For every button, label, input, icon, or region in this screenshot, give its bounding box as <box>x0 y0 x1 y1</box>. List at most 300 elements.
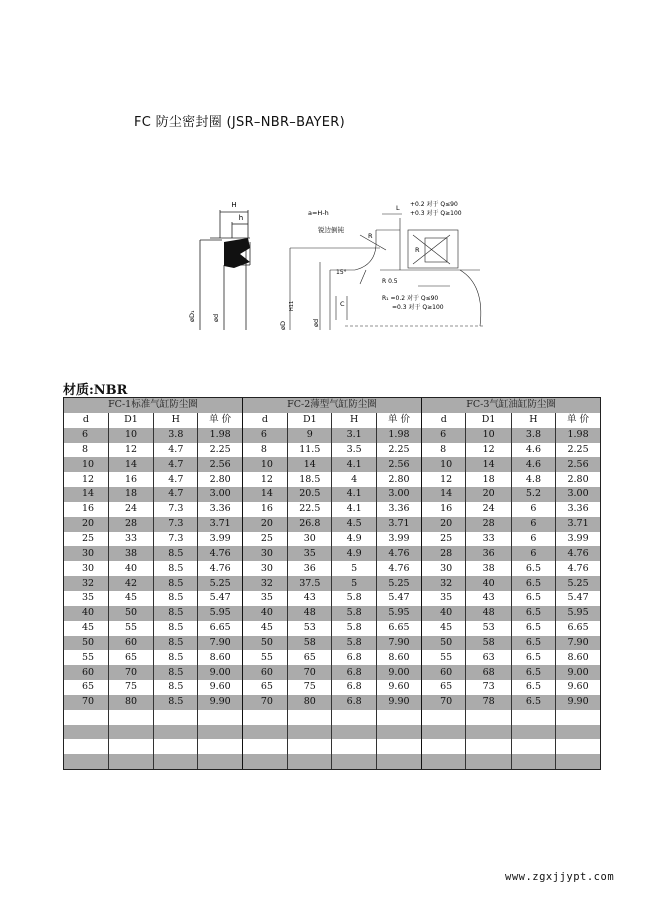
table-cell: 55 <box>422 650 466 665</box>
table-cell <box>511 710 555 725</box>
table-cell: 28 <box>466 517 511 532</box>
table-cell: 2.56 <box>198 457 242 472</box>
table-cell: 6.5 <box>511 606 555 621</box>
table-row <box>64 636 600 651</box>
group-header: FC-3气缸油缸防尘圈 <box>422 398 600 413</box>
table-cell: 8.60 <box>376 650 421 665</box>
table-cell: 6.65 <box>376 621 421 636</box>
table-cell <box>422 725 466 740</box>
dim-R: R <box>368 232 373 240</box>
table-cell: 65 <box>288 650 332 665</box>
table-row <box>64 680 600 695</box>
r1-line-2: =0.3 对于 Q≥100 <box>392 304 444 311</box>
table-cell <box>198 769 242 770</box>
table-cell: 5.47 <box>556 591 600 606</box>
dim-phiD-H11: øD <box>279 321 287 330</box>
table-cell: 35 <box>64 591 108 606</box>
table-cell: 16 <box>422 502 466 517</box>
table-cell: 16 <box>64 502 108 517</box>
table-cell: 5.8 <box>332 591 376 606</box>
table-cell: 6 <box>64 428 108 443</box>
table-cell: 48 <box>466 606 511 621</box>
table-cell: 6 <box>242 428 287 443</box>
table-cell: 8.5 <box>154 561 198 576</box>
table-cell: 20.5 <box>288 487 332 502</box>
table-cell: 1.98 <box>556 428 600 443</box>
table-cell: 6 <box>511 546 555 561</box>
table-cell: 18 <box>108 487 153 502</box>
table-cell <box>198 739 242 754</box>
table-cell: 9.00 <box>556 665 600 680</box>
table-cell: 7.90 <box>556 636 600 651</box>
table-cell: 9.90 <box>198 695 242 710</box>
table-cell: 12 <box>64 472 108 487</box>
table-cell: 10 <box>422 457 466 472</box>
table-cell <box>288 725 332 740</box>
table-cell <box>332 710 376 725</box>
dim-C: C <box>340 300 345 308</box>
table-cell: 7.90 <box>376 636 421 651</box>
table-cell: 45 <box>64 621 108 636</box>
dim-h: h <box>238 214 244 222</box>
table-cell: 4.9 <box>332 532 376 547</box>
table-row <box>64 443 600 458</box>
table-cell <box>64 725 108 740</box>
table-row <box>64 695 600 710</box>
table-cell: 5 <box>332 561 376 576</box>
table-cell: 58 <box>466 636 511 651</box>
table-row <box>64 472 600 487</box>
table-cell <box>154 739 198 754</box>
table-cell <box>556 739 600 754</box>
material-label: 材质:NBR <box>63 383 128 398</box>
table-cell: 5.8 <box>332 636 376 651</box>
table-cell: 30 <box>64 561 108 576</box>
table-row <box>64 532 600 547</box>
table-row-empty <box>64 710 600 725</box>
table-cell <box>242 754 287 769</box>
table-cell: 6.65 <box>198 621 242 636</box>
table-cell: 36 <box>466 546 511 561</box>
table-cell: 30 <box>242 546 287 561</box>
column-header: H <box>154 413 198 428</box>
table-cell: 33 <box>466 532 511 547</box>
table-row-empty <box>64 769 600 770</box>
dim-phid-2: ød <box>312 318 320 327</box>
table-cell: 2.80 <box>198 472 242 487</box>
table-cell: 5.47 <box>376 591 421 606</box>
table-cell: 2.56 <box>376 457 421 472</box>
footer-url: www.zgxjjypt.com <box>505 871 615 883</box>
table-cell: 12 <box>242 472 287 487</box>
table-cell <box>198 710 242 725</box>
table-cell: 3.8 <box>154 428 198 443</box>
table-cell: 8.5 <box>154 621 198 636</box>
table-cell: 45 <box>108 591 153 606</box>
table-cell: 24 <box>466 502 511 517</box>
table-cell: 3.00 <box>376 487 421 502</box>
table-cell <box>556 725 600 740</box>
table-cell: 3.00 <box>198 487 242 502</box>
table-cell: 24 <box>108 502 153 517</box>
table-cell: 8.60 <box>198 650 242 665</box>
table-cell: 12 <box>108 443 153 458</box>
table-cell: 5.2 <box>511 487 555 502</box>
table-cell <box>376 769 421 770</box>
table-cell <box>422 739 466 754</box>
table-cell: 73 <box>466 680 511 695</box>
table-cell: 4 <box>332 472 376 487</box>
table-cell <box>511 769 555 770</box>
table-cell: 20 <box>466 487 511 502</box>
table-cell: 8 <box>422 443 466 458</box>
table-cell: 2.80 <box>376 472 421 487</box>
table-cell: 55 <box>108 621 153 636</box>
table-cell: 8.5 <box>154 650 198 665</box>
table-cell: 36 <box>288 561 332 576</box>
table-cell: 8.5 <box>154 636 198 651</box>
column-header: d <box>64 413 108 428</box>
table-cell <box>466 725 511 740</box>
table-cell: 6.5 <box>511 576 555 591</box>
table-cell: 75 <box>108 680 153 695</box>
table-cell <box>198 754 242 769</box>
table-row-empty <box>64 725 600 740</box>
table-cell: 40 <box>242 606 287 621</box>
table-cell: 3.71 <box>556 517 600 532</box>
table-cell <box>376 739 421 754</box>
table-cell: 10 <box>108 428 153 443</box>
table-cell <box>376 725 421 740</box>
table-row <box>64 665 600 680</box>
table-cell: 9.90 <box>376 695 421 710</box>
table-cell <box>64 710 108 725</box>
page-title: FC 防尘密封圈 (JSR–NBR–BAYER) <box>134 115 345 130</box>
table-cell: 65 <box>64 680 108 695</box>
dim-L: L <box>396 204 400 212</box>
table-cell <box>422 754 466 769</box>
table-cell: 4.7 <box>154 472 198 487</box>
table-row <box>64 487 600 502</box>
table-cell <box>242 725 287 740</box>
table-cell: 9.60 <box>376 680 421 695</box>
table-cell: 25 <box>242 532 287 547</box>
table-cell: 6.8 <box>332 665 376 680</box>
table-cell <box>511 754 555 769</box>
table-cell <box>108 725 153 740</box>
table-cell: 70 <box>108 665 153 680</box>
table-cell: 9.60 <box>556 680 600 695</box>
table-cell: 3.36 <box>556 502 600 517</box>
table-cell: 3.5 <box>332 443 376 458</box>
r1-line-1: R₁ =0.2 对于 Q≤90 <box>382 295 439 302</box>
table-cell: 4.76 <box>556 561 600 576</box>
table-cell: 58 <box>288 636 332 651</box>
table-cell: 1.98 <box>376 428 421 443</box>
table-cell: 32 <box>242 576 287 591</box>
table-cell: 4.8 <box>511 472 555 487</box>
table-cell: 5.25 <box>556 576 600 591</box>
table-cell <box>332 725 376 740</box>
table-cell <box>198 725 242 740</box>
table-cell: 5.8 <box>332 606 376 621</box>
table-cell: 43 <box>466 591 511 606</box>
table-cell <box>466 769 511 770</box>
table-cell: 7.3 <box>154 532 198 547</box>
table-cell: 80 <box>288 695 332 710</box>
table-cell: 8 <box>242 443 287 458</box>
table-cell: 80 <box>108 695 153 710</box>
table-cell: 30 <box>422 561 466 576</box>
table-cell: 8.5 <box>154 665 198 680</box>
column-header: D1 <box>466 413 511 428</box>
dim-phiD1: øD₁ <box>188 310 196 322</box>
table-cell: 25 <box>64 532 108 547</box>
table-row <box>64 591 600 606</box>
table-cell: 14 <box>108 457 153 472</box>
table-cell: 60 <box>108 636 153 651</box>
table-cell: 18.5 <box>288 472 332 487</box>
table-cell: 75 <box>288 680 332 695</box>
table-cell: 9.60 <box>198 680 242 695</box>
table-cell: 6 <box>511 532 555 547</box>
table-cell: 6.5 <box>511 591 555 606</box>
table-cell: 5.25 <box>198 576 242 591</box>
table-cell <box>154 769 198 770</box>
table-cell: 6.65 <box>556 621 600 636</box>
table-cell <box>556 769 600 770</box>
table-row <box>64 517 600 532</box>
table-cell <box>64 769 108 770</box>
table-cell: 3.71 <box>376 517 421 532</box>
table-cell: 3.71 <box>198 517 242 532</box>
table-cell: 32 <box>64 576 108 591</box>
table-cell: 14 <box>242 487 287 502</box>
table-cell: 3.36 <box>376 502 421 517</box>
table-cell: 5.95 <box>376 606 421 621</box>
table-cell: 6.8 <box>332 680 376 695</box>
table-cell <box>64 739 108 754</box>
table-cell: 14 <box>466 457 511 472</box>
column-header: H <box>511 413 555 428</box>
table-cell <box>466 754 511 769</box>
table-cell <box>154 754 198 769</box>
table-cell: 5.8 <box>332 621 376 636</box>
table-cell: 32 <box>422 576 466 591</box>
column-header: D1 <box>108 413 153 428</box>
table-cell: 4.1 <box>332 457 376 472</box>
table-cell: 4.6 <box>511 457 555 472</box>
table-cell: 1.98 <box>198 428 242 443</box>
angle-15: 15° <box>336 269 347 276</box>
table-cell: 28 <box>422 546 466 561</box>
table-cell <box>288 710 332 725</box>
table-cell: 5 <box>332 576 376 591</box>
table-cell <box>376 754 421 769</box>
table-cell <box>288 754 332 769</box>
table-cell: 4.5 <box>332 517 376 532</box>
table-cell <box>332 739 376 754</box>
table-cell: 53 <box>288 621 332 636</box>
table-row-empty <box>64 739 600 754</box>
formula-a: a=H-h <box>308 209 329 217</box>
table-cell: 7.90 <box>198 636 242 651</box>
table-cell: 7.3 <box>154 517 198 532</box>
dim-phid: ød <box>212 313 220 322</box>
table-cell: 6.8 <box>332 695 376 710</box>
table-cell: 12 <box>466 443 511 458</box>
table-cell: 14 <box>288 457 332 472</box>
table-cell: 40 <box>422 606 466 621</box>
table-cell: 4.9 <box>332 546 376 561</box>
table-cell: 40 <box>108 561 153 576</box>
table-cell: 45 <box>242 621 287 636</box>
table-cell: 63 <box>466 650 511 665</box>
table-cell: 2.25 <box>198 443 242 458</box>
table-cell: 65 <box>242 680 287 695</box>
table-cell: 6.5 <box>511 561 555 576</box>
table-cell: 26.8 <box>288 517 332 532</box>
table-cell: 30 <box>242 561 287 576</box>
table-row <box>64 561 600 576</box>
column-header: 单 价 <box>556 413 600 428</box>
table-cell <box>154 710 198 725</box>
table-row <box>64 576 600 591</box>
table-cell: 2.25 <box>556 443 600 458</box>
table-row <box>64 546 600 561</box>
table-cell: 5.25 <box>376 576 421 591</box>
table-cell: 5.95 <box>556 606 600 621</box>
table-cell <box>556 754 600 769</box>
table-row <box>64 606 600 621</box>
table-cell: 14 <box>422 487 466 502</box>
table-cell: 50 <box>422 636 466 651</box>
table-cell: 10 <box>466 428 511 443</box>
table-cell: 8.5 <box>154 606 198 621</box>
column-header: 单 价 <box>376 413 421 428</box>
table-cell: 35 <box>242 591 287 606</box>
table-cell: 45 <box>422 621 466 636</box>
table-cell: 6 <box>422 428 466 443</box>
table-cell <box>242 739 287 754</box>
dim-R2: R <box>415 246 420 254</box>
table-cell: 8.5 <box>154 680 198 695</box>
table-cell: 8.5 <box>154 546 198 561</box>
table-cell: 3.99 <box>556 532 600 547</box>
table-cell <box>108 739 153 754</box>
table-cell: 9.00 <box>198 665 242 680</box>
table-cell <box>64 754 108 769</box>
table-cell: 55 <box>242 650 287 665</box>
group-header: FC-1标准气缸防尘圈 <box>64 398 242 413</box>
table-cell: 3.99 <box>198 532 242 547</box>
table-cell: 8.5 <box>154 591 198 606</box>
table-cell: 6.5 <box>511 680 555 695</box>
dimension-table <box>63 397 601 770</box>
table-cell: 8.60 <box>556 650 600 665</box>
table-cell <box>242 710 287 725</box>
table-cell <box>511 739 555 754</box>
table-cell: 65 <box>108 650 153 665</box>
table-cell: 2.80 <box>556 472 600 487</box>
radius-0-5: R 0.5 <box>382 278 398 285</box>
table-cell: 43 <box>288 591 332 606</box>
table-cell: 33 <box>108 532 153 547</box>
table-row <box>64 621 600 636</box>
table-cell: 9.90 <box>556 695 600 710</box>
table-cell: 4.7 <box>154 487 198 502</box>
table-cell: 3.99 <box>376 532 421 547</box>
table-cell: 4.1 <box>332 502 376 517</box>
table-cell: 3.36 <box>198 502 242 517</box>
table-cell: 2.25 <box>376 443 421 458</box>
table-cell: 35 <box>422 591 466 606</box>
column-header: d <box>422 413 466 428</box>
table-cell: 18 <box>466 472 511 487</box>
table-cell: 8.5 <box>154 576 198 591</box>
table-cell: 4.7 <box>154 457 198 472</box>
table-cell: 22.5 <box>288 502 332 517</box>
table-cell: 6.5 <box>511 621 555 636</box>
table-cell: 4.76 <box>198 561 242 576</box>
table-cell: 4.76 <box>376 561 421 576</box>
table-cell: 55 <box>64 650 108 665</box>
table-cell: 9 <box>288 428 332 443</box>
table-row <box>64 457 600 472</box>
table-row <box>64 428 600 443</box>
table-cell: 20 <box>64 517 108 532</box>
table-cell: 6.5 <box>511 636 555 651</box>
table-cell: 6 <box>511 517 555 532</box>
table-row-empty <box>64 754 600 769</box>
table-cell: 16 <box>108 472 153 487</box>
table-cell <box>288 739 332 754</box>
table-cell: 20 <box>422 517 466 532</box>
table-cell: 10 <box>64 457 108 472</box>
column-header: H <box>332 413 376 428</box>
table-row <box>64 650 600 665</box>
table-row <box>64 502 600 517</box>
table-cell: 6 <box>511 502 555 517</box>
table-cell: 40 <box>64 606 108 621</box>
chamfer-note: 锐边倒钝 <box>318 226 344 234</box>
table-cell: 48 <box>288 606 332 621</box>
table-cell: 14 <box>64 487 108 502</box>
table-cell <box>154 725 198 740</box>
table-cell: 30 <box>64 546 108 561</box>
table-cell: 8.5 <box>154 695 198 710</box>
table-cell: 70 <box>288 665 332 680</box>
table-cell: 7.3 <box>154 502 198 517</box>
table-cell <box>108 710 153 725</box>
table-cell: 11.5 <box>288 443 332 458</box>
seal-cross-section-drawing <box>150 190 500 340</box>
table-cell: 3.00 <box>556 487 600 502</box>
table-cell: 70 <box>242 695 287 710</box>
table-cell: 5.95 <box>198 606 242 621</box>
column-header: D1 <box>288 413 332 428</box>
table-cell: 35 <box>288 546 332 561</box>
table-cell: 4.1 <box>332 487 376 502</box>
group-header: FC-2薄型气缸防尘圈 <box>242 398 421 413</box>
table-cell <box>108 769 153 770</box>
tolerance-1: +0.2 对于 Q≤90 <box>410 201 458 208</box>
table-cell: 4.76 <box>376 546 421 561</box>
table-cell: 60 <box>242 665 287 680</box>
table-cell: 20 <box>242 517 287 532</box>
table-cell: 40 <box>466 576 511 591</box>
column-header: d <box>242 413 287 428</box>
